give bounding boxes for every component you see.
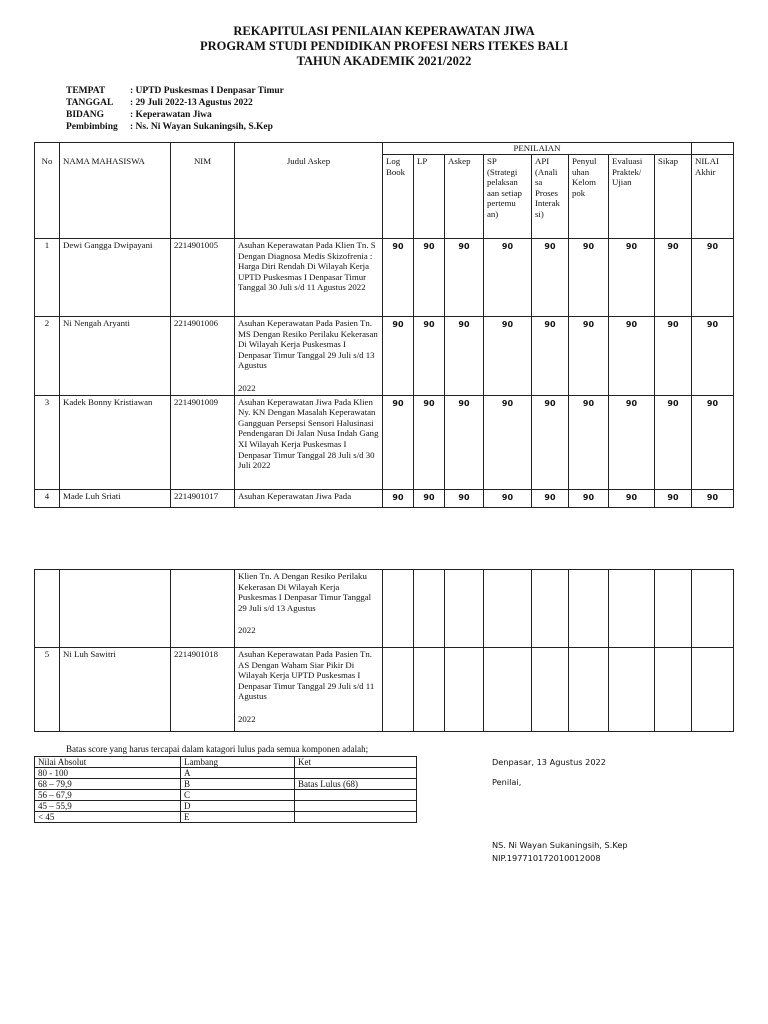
grading-row <box>35 801 417 812</box>
score-nilai: 90 <box>692 489 734 507</box>
header-evaluasi: Evaluasi Praktek/ Ujian <box>609 155 655 239</box>
score-cell <box>484 648 532 732</box>
score-sp: 90 <box>484 395 532 489</box>
header-sikap: Sikap <box>655 155 692 239</box>
score-cell <box>484 570 532 648</box>
row-nama: Ni Luh Sawitri <box>60 648 171 732</box>
header-askep: Askep <box>445 155 484 239</box>
signature-role: Penilai, <box>492 777 522 787</box>
score-cell <box>532 648 569 732</box>
score-evaluasi: 90 <box>609 395 655 489</box>
grading-symbol: B <box>181 779 295 790</box>
info-value: : Ns. Ni Wayan Sukaningsih, S.Kep <box>130 122 273 132</box>
score-penyuluhan: 90 <box>569 239 609 317</box>
row-nama: Ni Nengah Aryanti <box>60 317 171 396</box>
row-judul: Asuhan Keperawatan Pada Pasien Tn. AS Dengan Waham Siar Pikir Di Wilayah Kerja UPTD Puskesmas I Denpasar Timur Tanggal 29 Juli s/d 11 Agustus 2022 <box>235 648 383 732</box>
table-row <box>35 489 734 507</box>
score-sikap: 90 <box>655 489 692 507</box>
doc-title-line1: REKAPITULASI PENILAIAN KEPERAWATAN JIWA <box>233 24 535 38</box>
row-judul: Asuhan Keperawatan Jiwa Pada <box>235 489 383 507</box>
grading-symbol: E <box>181 812 295 823</box>
score-cell <box>383 648 414 732</box>
grading-row <box>35 779 417 790</box>
info-label: BIDANG <box>66 110 105 120</box>
score-sp: 90 <box>484 317 532 396</box>
score-cell <box>655 648 692 732</box>
info-row-bidang <box>66 109 284 121</box>
grading-symbol: D <box>181 801 295 812</box>
grading-row <box>35 790 417 801</box>
grading-row <box>35 768 417 779</box>
score-cell <box>414 570 445 648</box>
info-value: : Keperawatan Jiwa <box>130 110 212 120</box>
score-sp: 90 <box>484 489 532 507</box>
score-cell <box>692 570 734 648</box>
score-lp: 90 <box>414 395 445 489</box>
row-nama: Dewi Gangga Dwipayani <box>60 239 171 317</box>
info-block <box>66 85 284 133</box>
info-label: Pembimbing <box>66 122 118 132</box>
header-row-top <box>35 143 734 155</box>
score-lp: 90 <box>414 489 445 507</box>
info-row-tanggal <box>66 97 284 109</box>
header-logbook: Log Book <box>383 155 414 239</box>
score-penyuluhan: 90 <box>569 317 609 396</box>
table-row <box>35 239 734 317</box>
grading-note-cell: Batas Lulus (68) <box>295 779 417 790</box>
assessment-table <box>34 142 734 508</box>
row-judul: Klien Tn. A Dengan Resiko Perilaku Kekerasan Di Wilayah Kerja Puskesmas I Denpasar Timur Tanggal 29 Juli s/d 13 Agustus 2022 <box>235 570 383 648</box>
score-lp: 90 <box>414 239 445 317</box>
header-nilai: NILAI Akhir <box>692 155 734 239</box>
row-judul: Asuhan Keperawatan Jiwa Pada Klien Ny. KN Dengan Masalah Keperawatan Gangguan Persepsi Sensori Halusinasi Pendengaran Di Jalan Nusa Indah Gang XI Wilayah Kerja Puskesmas I Denpasar Timur Tanggal 28 Juli s/d 30 Juli 2022 <box>235 395 383 489</box>
header-penyuluhan: Penyul uhan Kelom pok <box>569 155 609 239</box>
grading-range: < 45 <box>35 812 181 823</box>
grading-symbol: A <box>181 768 295 779</box>
score-cell <box>609 570 655 648</box>
score-lp: 90 <box>414 317 445 396</box>
row-nama: Kadek Bonny Kristiawan <box>60 395 171 489</box>
doc-title-line2: PROGRAM STUDI PENDIDIKAN PROFESI NERS ITEKES BALI <box>199 39 569 53</box>
row-nim <box>171 570 235 648</box>
assessment-table-continued <box>34 569 734 732</box>
grading-header-nilai: Nilai Absolut <box>35 757 181 768</box>
score-nilai: 90 <box>692 317 734 396</box>
score-cell <box>445 648 484 732</box>
score-logbook: 90 <box>383 489 414 507</box>
row-nim: 2214901018 <box>171 648 235 732</box>
score-api: 90 <box>532 489 569 507</box>
grading-note-cell <box>295 801 417 812</box>
signature-place-date: Denpasar, 13 Agustus 2022 <box>492 757 606 767</box>
header-api: API (Anali sa Proses Interak si) <box>532 155 569 239</box>
row-nama: Made Luh Sriati <box>60 489 171 507</box>
header-blank <box>692 143 734 155</box>
score-askep: 90 <box>445 489 484 507</box>
info-row-pembimbing <box>66 121 284 133</box>
row-no: 1 <box>35 239 60 317</box>
grading-header-lambang: Lambang <box>181 757 295 768</box>
grading-range: 45 – 55,9 <box>35 801 181 812</box>
header-nim: NIM <box>171 143 235 239</box>
score-cell <box>532 570 569 648</box>
header-no: No <box>35 143 60 239</box>
score-penyuluhan: 90 <box>569 395 609 489</box>
row-nim: 2214901017 <box>171 489 235 507</box>
score-penyuluhan: 90 <box>569 489 609 507</box>
signature-name: NS. Ni Wayan Sukaningsih, S.Kep <box>492 840 628 850</box>
table-row <box>35 395 734 489</box>
row-no: 5 <box>35 648 60 732</box>
score-logbook: 90 <box>383 239 414 317</box>
grading-note-cell <box>295 790 417 801</box>
info-row-tempat <box>66 85 284 97</box>
grading-header-ket: Ket <box>295 757 417 768</box>
score-cell <box>445 570 484 648</box>
score-logbook: 90 <box>383 395 414 489</box>
score-sikap: 90 <box>655 239 692 317</box>
row-nim: 2214901009 <box>171 395 235 489</box>
score-cell <box>609 648 655 732</box>
score-evaluasi: 90 <box>609 317 655 396</box>
score-cell <box>414 648 445 732</box>
header-nama: NAMA MAHASISWA <box>60 143 171 239</box>
row-nim: 2214901005 <box>171 239 235 317</box>
grading-note-cell <box>295 812 417 823</box>
row-no: 3 <box>35 395 60 489</box>
score-cell <box>569 648 609 732</box>
info-value: : UPTD Puskesmas I Denpasar Timur <box>130 86 284 96</box>
grading-header-row <box>35 757 417 768</box>
grading-table <box>34 756 417 823</box>
score-askep: 90 <box>445 239 484 317</box>
row-no <box>35 570 60 648</box>
doc-title-line3: TAHUN AKADEMIK 2021/2022 <box>296 54 472 68</box>
info-label: TANGGAL <box>66 98 114 108</box>
row-judul: Asuhan Keperawatan Pada Klien Tn. S Dengan Diagnosa Medis Skizofrenia : Harga Diri Rendah Di Wilayah Kerja UPTD Puskesmas I Denpasar Timur Tanggal 30 Juli s/d 11 Agustus 2022 <box>235 239 383 317</box>
score-cell <box>383 570 414 648</box>
signature-nip: NIP.197710172010012008 <box>492 853 601 863</box>
score-askep: 90 <box>445 395 484 489</box>
grading-note-cell <box>295 768 417 779</box>
score-logbook: 90 <box>383 317 414 396</box>
score-evaluasi: 90 <box>609 489 655 507</box>
score-api: 90 <box>532 395 569 489</box>
score-api: 90 <box>532 239 569 317</box>
grading-range: 68 – 79,9 <box>35 779 181 790</box>
grading-note: Batas score yang harus tercapai dalam katagori lulus pada semua komponen adalah; <box>66 744 369 754</box>
score-cell <box>692 648 734 732</box>
table-row <box>35 570 734 648</box>
score-cell <box>655 570 692 648</box>
row-no: 2 <box>35 317 60 396</box>
table-row <box>35 317 734 396</box>
row-no: 4 <box>35 489 60 507</box>
info-value: : 29 Juli 2022-13 Agustus 2022 <box>130 98 253 108</box>
header-penilaian: PENILAIAN <box>383 143 692 155</box>
table-row <box>35 648 734 732</box>
score-askep: 90 <box>445 317 484 396</box>
info-label: TEMPAT <box>66 86 106 96</box>
score-nilai: 90 <box>692 239 734 317</box>
grading-range: 56 – 67,9 <box>35 790 181 801</box>
grading-symbol: C <box>181 790 295 801</box>
row-judul: Asuhan Keperawatan Pada Pasien Tn. MS Dengan Resiko Perilaku Kekerasan Di Wilayah Kerja Puskesmas I Denpasar Timur Tanggal 29 Juli s/d 13 Agustus 2022 <box>235 317 383 396</box>
score-evaluasi: 90 <box>609 239 655 317</box>
score-cell <box>569 570 609 648</box>
header-lp: LP <box>414 155 445 239</box>
header-judul: Judul Askep <box>235 143 383 239</box>
score-sp: 90 <box>484 239 532 317</box>
grading-range: 80 - 100 <box>35 768 181 779</box>
header-sp: SP (Strategi pelaksan aan setiap pertemu an) <box>484 155 532 239</box>
score-sikap: 90 <box>655 317 692 396</box>
score-sikap: 90 <box>655 395 692 489</box>
score-api: 90 <box>532 317 569 396</box>
score-nilai: 90 <box>692 395 734 489</box>
grading-row <box>35 812 417 823</box>
row-nama <box>60 570 171 648</box>
row-nim: 2214901006 <box>171 317 235 396</box>
